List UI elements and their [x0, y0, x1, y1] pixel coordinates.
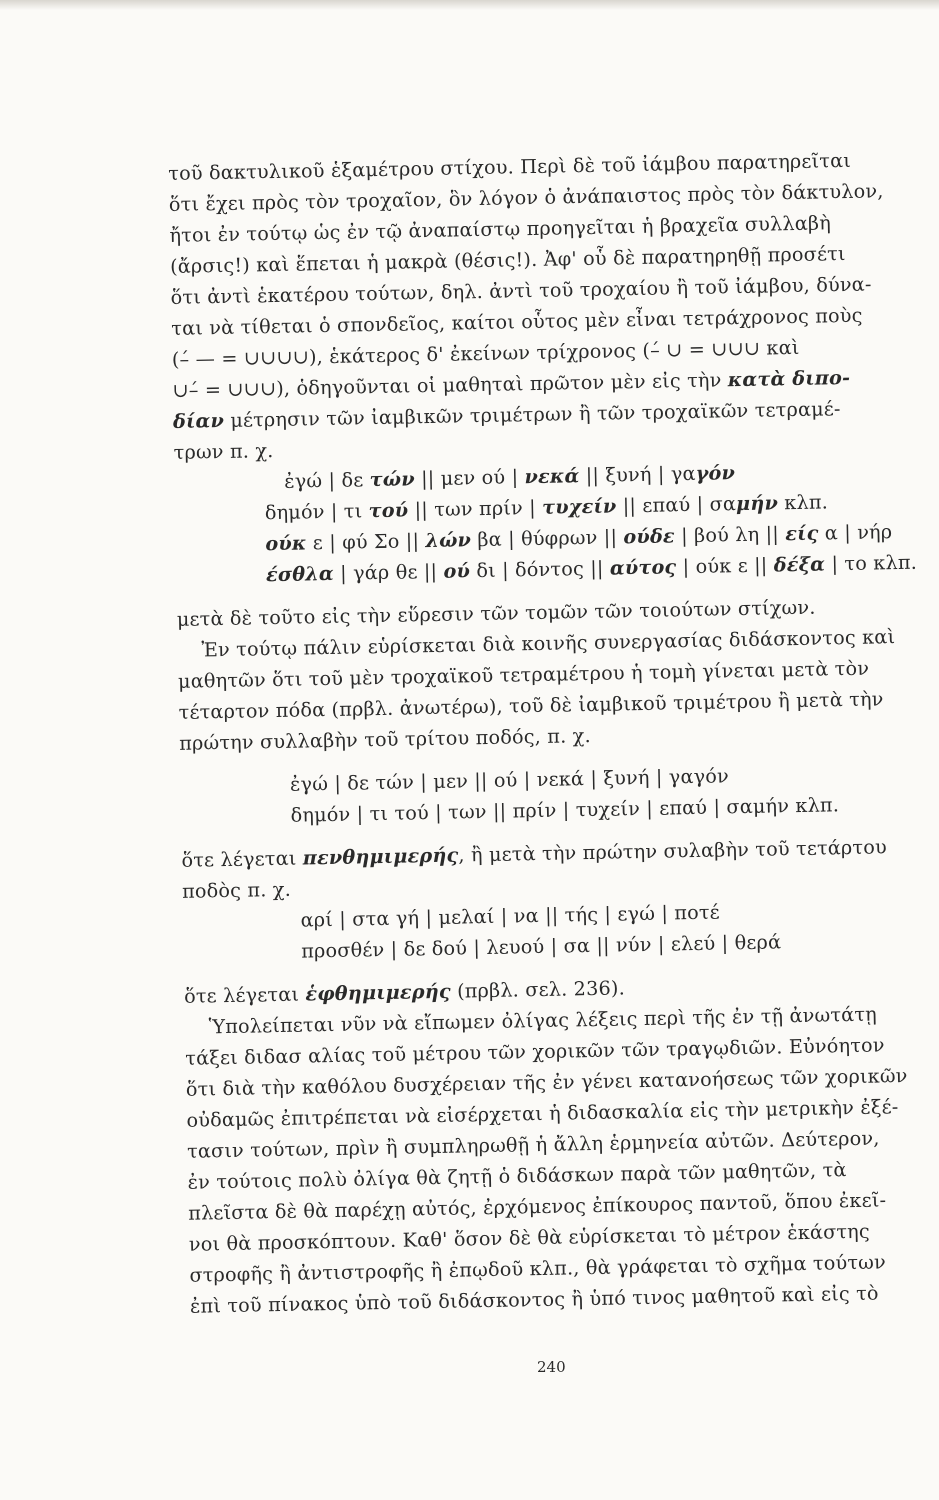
text-line: ἐπὶ τοῦ πίνακος ὑπὸ τοῦ διδάσκοντος ἢ ὑπό τινος μαθητοῦ καὶ εἰς τὸ: [189, 1281, 879, 1318]
bold-syllable: έσθλα: [265, 561, 335, 587]
text-line: τασιν τούτων, πρὶν ἢ συμπληρωθῇ ἡ ἄλλη ἑρμηνεία αὐτῶν. Δεύτερον,: [186, 1126, 880, 1163]
verse-segment: | ούκ ε ||: [676, 553, 774, 579]
verse-segment: | δε: [328, 468, 370, 492]
verse-line: δημόν | τι τού | των || πρίν | τυχείν | επαύ | σαμήν κλπ.: [290, 793, 840, 827]
bold-term: κατὰ διπο-: [727, 365, 851, 392]
text-line: μαθητῶν ὅτι τοῦ μὲν τροχαϊκοῦ τετραμέτρου ἡ τομὴ γίνεται μετὰ τὸν: [177, 656, 870, 693]
text-line: ποδὸς π. χ.: [181, 877, 292, 903]
verse-line: προσθέν | δε δού | λευού | σα || νύν | ελεύ | θερά: [301, 930, 782, 963]
text-line: οὐδαμῶς ἐπιτρέπεται νὰ εἰσέρχεται ἡ διδασκαλία εἰς τὴν μετρικὴν ἐξέ-: [186, 1095, 899, 1132]
text-line: ται νὰ τίθεται ὁ σπονδεῖος, καίτοι οὗτος μὲν εἶναι τετράχρονος ποὺς: [171, 303, 863, 340]
bold-syllable: αύτος: [609, 555, 677, 580]
bold-syllable: ούδε: [623, 524, 676, 549]
text-line: τέταρτον πόδα (πρβλ. ἀνωτέρω), τοῦ δὲ ἰαμβικοῦ τριμέτρου ἢ μετὰ τὴν: [178, 687, 884, 724]
verse-segment: || ξυνή | γα: [579, 461, 696, 488]
bold-term: ἑφθημιμερής: [305, 979, 451, 1006]
text-line: ἤτοι ἐν τούτῳ ὡς ἐν τῷ ἀναπαίστῳ προηγεῖται ἡ βραχεῖα συλλαβὴ: [169, 211, 832, 247]
bold-syllable: μήν: [735, 491, 779, 516]
bold-syllable: τών: [369, 467, 415, 492]
verse-segment: || μεν ού |: [414, 465, 525, 491]
text-span: μέτρησιν τῶν ἰαμβικῶν τριμέτρων ἢ τῶν τροχαϊκῶν τετραμέ-: [223, 397, 841, 432]
bold-syllable: νεκά: [524, 464, 580, 489]
text-span: (πρβλ. σελ. 236).: [450, 976, 626, 1003]
verse-segment: α | νήρ: [818, 520, 893, 545]
text-line: (–́ — = ∪∪∪∪), ἑκάτερος δ' ἐκείνων τρίχρονος (–́ ∪ = ∪∪∪ καὶ: [171, 335, 800, 371]
bold-syllable: δέξα: [773, 552, 826, 577]
text-line: ὅτι ἀντὶ ἑκατέρου τούτων, δηλ. ἀντὶ τοῦ τροχαίου ἢ τοῦ ἰάμβου, δύνα-: [170, 272, 872, 309]
text-span: ∪–́ = ∪∪∪), ὁδηγοῦνται οἱ μαθηταὶ πρῶτον μὲν εἰς τὴν: [172, 368, 729, 402]
text-line: στροφῆς ἢ ἀντιστροφῆς ἢ ἐπῳδοῦ κλπ., θὰ γράφεται τὸ σχῆμα τούτων: [189, 1250, 887, 1287]
bold-syllable: ούκ: [265, 531, 307, 556]
verse-segment: || των πρίν |: [408, 495, 543, 522]
bold-syllable: είς: [785, 521, 819, 546]
text-line: νοι θὰ προσκόπτουν. Καθ' ὅσον δὲ θὰ εὑρίσκεται τὸ μέτρον ἑκάστης: [188, 1219, 871, 1256]
bold-term: δίαν: [172, 408, 225, 433]
verse-line: ἐγώ | δε τών | μεν || ού | νεκά | ξυνή | γαγόν: [289, 764, 730, 796]
page-top-edge: [0, 0, 939, 10]
text-line: ὅτι ἔχει πρὸς τὸν τροχαῖον, ὃν λόγον ὁ ἀνάπαιστος πρὸς τὸν δάκτυλον,: [168, 179, 884, 216]
text-line: (ἄρσις!) καὶ ἕπεται ἡ μακρὰ (θέσις!). Ἀφ' οὗ δὲ παρατηρηθῇ προσέτι: [169, 242, 846, 278]
bold-syllable: τού: [368, 498, 409, 523]
verse-segment: βα | θύφρων ||: [470, 525, 624, 552]
verse-segment: | το κλπ.: [824, 550, 918, 576]
verse-segment: || επαύ | σα: [616, 492, 737, 518]
verse-segment: | βού λη ||: [674, 522, 786, 548]
page-number: 240: [537, 1358, 566, 1376]
text-span: ὅτε λέγεται: [181, 846, 303, 872]
text-block: [168, 144, 920, 1322]
text-span: , ἢ μετὰ τὴν πρώτην συλαβὴν τοῦ τετάρτου: [458, 835, 888, 867]
text-span: ὅτε λέγεται: [183, 982, 306, 1008]
verse-segment: | γάρ θε ||: [333, 559, 444, 585]
verse-segment: κλπ.: [777, 490, 829, 515]
bold-syllable: τυχείν: [541, 494, 617, 519]
verse-segment: ἐγώ: [284, 468, 329, 493]
bold-syllable: λών: [425, 528, 472, 553]
verse-line: αρί | στα γή | μελαί | να || τής | εγώ | ποτέ: [300, 900, 721, 932]
text-line: μετὰ δὲ τοῦτο εἰς τὴν εὕρεσιν τῶν τομῶν τῶν τοιούτων στίχων.: [176, 595, 816, 631]
text-line: τάξει διδασ αλίας τοῦ μέτρου τῶν χορικῶν τῶν τραγῳδιῶν. Εὐνόητον: [185, 1033, 885, 1070]
text-line: ἐν τούτοις πολὺ ὀλίγα θὰ ζητῇ ὁ διδάσκων παρὰ τῶν μαθητῶν, τὰ: [187, 1158, 847, 1194]
verse-segment: ε | φύ Σο ||: [306, 529, 426, 555]
text-line: τοῦ δακτυλικοῦ ἑξαμέτρου στίχου. Περὶ δὲ τοῦ ἰάμβου παρατηρεῖται: [168, 148, 852, 185]
text-line: τρων π. χ.: [173, 439, 274, 464]
text-line: Ἐν τούτῳ πάλιν εὑρίσκεται διὰ κοινῆς συνεργασίας διδάσκοντος καὶ: [201, 625, 896, 662]
bold-syllable: γόν: [695, 461, 736, 485]
text-line: πλεῖστα δὲ θὰ παρέχῃ αὐτός, ἐρχόμενος ἐπίκουρος παντοῦ, ὅπου ἐκεῖ-: [188, 1188, 887, 1225]
text-line: ὅτι διὰ τὴν καθόλου δυσχέρειαν τῆς ἐν γένει κατανοήσεως τῶν χορικῶν: [185, 1063, 908, 1101]
bold-syllable: ού: [443, 559, 471, 583]
bold-term: πενθημιμερής: [302, 843, 459, 870]
text-line: Ὑπολείπεται νῦν νὰ εἴπωμεν ὀλίγας λέξεις περὶ τῆς ἐν τῇ ἀνωτάτῃ: [208, 1002, 878, 1039]
verse-segment: δημόν | τι: [264, 499, 369, 525]
text-line: πρώτην συλλαβὴν τοῦ τρίτου ποδός, π. χ.: [179, 723, 592, 755]
verse-segment: δι | δόντος ||: [469, 556, 611, 583]
